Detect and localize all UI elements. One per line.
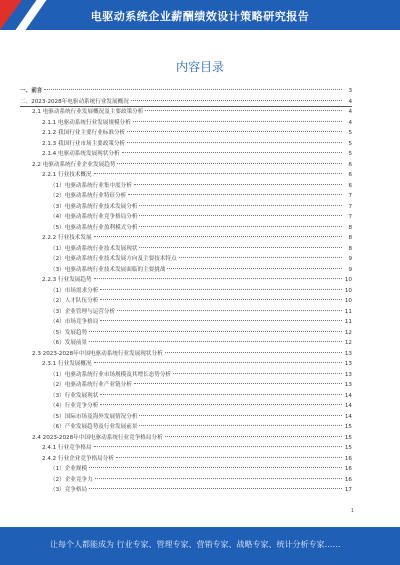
toc-entry-page: 6	[348, 172, 352, 178]
toc-entry-page: 3	[348, 88, 352, 94]
toc-entry-label: 2.1 电驱动系统行业发展概况及主要政策分析	[32, 109, 144, 115]
toc-leader-dots	[89, 467, 342, 468]
toc-entry-label: 2.2.2 行业技术发展	[42, 235, 92, 241]
toc-entry-label: 2.2.1 行业技术概况	[42, 172, 92, 178]
toc-entry-page: 9	[348, 266, 352, 273]
page-footer	[0, 527, 400, 565]
toc-entry[interactable]	[20, 307, 352, 318]
toc-leader-dots	[134, 184, 342, 185]
toc-leader-dots	[100, 289, 342, 290]
toc-entry-page: 7	[348, 214, 352, 220]
toc-entry-label: （5）国际市场及海外发展情况分析	[50, 413, 138, 420]
toc-entry-label: 二、2023-2028年电驱动系统行业发展概况	[20, 98, 129, 105]
toc-entry-page: 15	[344, 445, 352, 451]
toc-entry-page: 6	[348, 161, 352, 168]
toc-entry-label: （3）电驱动系统行业技术发展分析	[50, 203, 138, 210]
toc-leader-dots	[95, 478, 342, 479]
toc-entry-page: 13	[344, 361, 352, 367]
toc-leader-dots	[117, 163, 342, 164]
toc-entry-label: （4）行业竞争分析	[50, 403, 99, 409]
toc-leader-dots	[89, 331, 342, 332]
toc-entry-page: 7	[348, 193, 352, 199]
toc-entry-page: 8	[348, 224, 352, 231]
toc-entry-page: 12	[344, 340, 352, 346]
toc-entry-label: 2.4.2 行业企业竞争格局分析	[42, 455, 114, 462]
toc-entry[interactable]	[20, 338, 352, 349]
toc-entry[interactable]	[20, 422, 352, 433]
toc-leader-dots	[165, 352, 342, 353]
toc-leader-dots	[122, 152, 342, 153]
toc-entry[interactable]	[20, 212, 352, 223]
toc-entry[interactable]	[20, 202, 352, 213]
toc-leader-dots	[127, 131, 342, 132]
toc-leader-dots	[139, 205, 342, 206]
toc-entry-page: 14	[344, 403, 352, 409]
toc-entry[interactable]	[20, 296, 352, 307]
toc-entry-page: 10	[344, 277, 352, 283]
table-of-contents	[20, 86, 352, 496]
toc-entry[interactable]	[20, 454, 352, 465]
toc-entry-page: 5	[348, 151, 352, 157]
toc-entry-label: 2.1.2 我国行业主要行业标准分析	[42, 130, 126, 136]
toc-entry[interactable]	[20, 275, 352, 286]
toc-entry-page: 11	[344, 319, 352, 325]
toc-leader-dots	[139, 425, 342, 426]
toc-entry-page: 5	[348, 140, 352, 147]
toc-entry[interactable]	[20, 149, 352, 160]
toc-leader-dots	[133, 121, 342, 122]
toc-entry[interactable]	[20, 181, 352, 192]
toc-entry[interactable]	[20, 317, 352, 328]
toc-leader-dots	[94, 278, 342, 279]
toc-entry-label: （3）企业管理与运营分析	[50, 308, 116, 315]
toc-leader-dots	[94, 236, 342, 237]
toc-leader-dots	[139, 215, 342, 216]
toc-entry[interactable]	[20, 128, 352, 139]
toc-leader-dots	[89, 488, 342, 489]
toc-entry-label: 一、前言	[20, 88, 43, 94]
toc-leader-dots	[131, 100, 342, 101]
toc-entry[interactable]	[20, 139, 352, 150]
toc-leader-dots	[173, 373, 342, 374]
toc-entry[interactable]	[20, 391, 352, 402]
toc-leader-dots	[139, 247, 342, 248]
toc-entry-label: 2.4 2023-2028年中国电驱动系统行业竞争格局分析	[32, 434, 163, 441]
toc-entry[interactable]	[20, 412, 352, 423]
toc-entry-page: 16	[344, 466, 352, 472]
toc-entry-label: （3）电驱动系统行业技术发展面临的主要挑战	[50, 266, 166, 273]
toc-entry-label: （2）电驱动系统行业产业链分析	[50, 382, 132, 388]
toc-entry[interactable]	[20, 254, 352, 265]
toc-leader-dots	[100, 394, 342, 395]
toc-entry[interactable]	[20, 265, 352, 276]
toc-entry-label: （1）电驱动系统行业市场规模及其增长态势分析	[50, 371, 172, 378]
toc-leader-dots	[145, 110, 342, 111]
toc-entry-label: （3）竞争格局	[50, 487, 88, 493]
toc-entry-page: 11	[344, 308, 352, 315]
toc-entry-page: 15	[344, 424, 352, 430]
toc-entry-label: （4）市场竞争格局	[50, 319, 99, 325]
toc-entry-page: 16	[344, 455, 352, 462]
toc-entry-page: 8	[348, 235, 352, 241]
toc-entry[interactable]	[20, 107, 352, 118]
toc-entry[interactable]	[20, 349, 352, 360]
page-header	[0, 0, 400, 32]
toc-entry[interactable]	[20, 160, 352, 171]
toc-leader-dots	[116, 457, 342, 458]
toc-entry-page: 9	[348, 256, 352, 262]
toc-entry[interactable]	[20, 223, 352, 234]
toc-leader-dots	[117, 310, 342, 311]
toc-entry-page: 14	[344, 413, 352, 420]
toc-leader-dots	[94, 446, 342, 447]
toc-entry-label: （2）企业竞争力	[50, 476, 93, 483]
toc-leader-dots	[100, 404, 342, 405]
toc-entry-label: （4）电驱动系统行业竞争格局分析	[50, 214, 138, 220]
toc-entry-label: 2.3.1 行业发展概况	[42, 361, 92, 367]
toc-leader-dots	[134, 383, 342, 384]
toc-entry-page: 6	[348, 182, 352, 189]
toc-entry[interactable]	[20, 86, 352, 97]
toc-entry-page: 10	[344, 287, 352, 294]
toc-entry-label: 2.4.1 行业竞争格局	[42, 445, 92, 451]
toc-entry[interactable]	[20, 380, 352, 391]
toc-entry-label: （1）市场需求分析	[50, 287, 99, 294]
toc-entry-page: 12	[344, 329, 352, 336]
toc-entry-label: 2.1.4 电驱动系统发展现状分析	[42, 151, 120, 157]
toc-entry-label: （6）产业发展趋势及行业发展前景	[50, 424, 138, 430]
toc-entry-page: 10	[344, 298, 352, 304]
toc-leader-dots	[44, 89, 342, 90]
toc-entry-label: （5）发展趋势	[50, 329, 88, 336]
toc-entry-page: 5	[348, 130, 352, 136]
toc-entry-label: （1）电驱动系统行业集中度分析	[50, 182, 132, 189]
toc-entry-label: （3）行业发展现状	[50, 392, 99, 399]
toc-entry-page: 13	[344, 371, 352, 378]
toc-entry-label: （2）电驱动系统行业特征分析	[50, 193, 127, 199]
toc-entry-page: 17	[344, 487, 352, 493]
toc-entry[interactable]	[20, 233, 352, 244]
toc-entry[interactable]	[20, 464, 352, 475]
toc-leader-dots	[139, 226, 342, 227]
toc-leader-dots	[127, 142, 342, 143]
toc-entry-label: 2.1.1 电驱动系统行业发展规模分析	[42, 119, 131, 126]
toc-entry[interactable]	[20, 328, 352, 339]
toc-entry[interactable]	[20, 485, 352, 496]
toc-entry[interactable]	[20, 359, 352, 370]
toc-entry-label: （1）企业规模	[50, 466, 88, 472]
toc-entry-page: 16	[344, 476, 352, 483]
toc-entry-page: 4	[348, 109, 352, 115]
toc-entry-label: （2）人才队伍分析	[50, 298, 99, 304]
toc-entry[interactable]	[20, 244, 352, 255]
toc-entry-label: （6）发展前景	[50, 340, 88, 346]
toc-entry[interactable]	[20, 401, 352, 412]
toc-entry-page: 4	[348, 119, 352, 126]
toc-entry-page: 14	[344, 392, 352, 399]
toc-entry-label: （5）电驱动系统行业盈利模式分析	[50, 224, 138, 231]
toc-leader-dots	[179, 257, 342, 258]
footer-slogan: 让每个人都能成为 行业专家、管理专家、营销专家、战略专家、统计分析专家……	[50, 540, 341, 549]
toc-entry[interactable]	[20, 370, 352, 381]
toc-entry[interactable]	[20, 118, 352, 129]
toc-entry[interactable]	[20, 286, 352, 297]
toc-entry-label: 2.2.3 行业发展趋势	[42, 277, 92, 283]
toc-entry-page: 7	[348, 203, 352, 210]
toc-leader-dots	[94, 362, 342, 363]
toc-leader-dots	[100, 320, 342, 321]
toc-leader-dots	[100, 299, 342, 300]
toc-entry[interactable]	[20, 433, 352, 444]
toc-entry[interactable]	[20, 191, 352, 202]
toc-entry[interactable]	[20, 475, 352, 486]
toc-entry[interactable]	[20, 170, 352, 181]
toc-leader-dots	[165, 436, 342, 437]
toc-entry-label: （1）电驱动系统行业技术发展现状	[50, 245, 138, 252]
toc-leader-dots	[139, 415, 342, 416]
toc-entry-label: 2.2 电驱动系统行业企业发展趋势	[32, 161, 116, 168]
toc-entry[interactable]	[20, 443, 352, 454]
toc-entry-label: （2）电驱动系统行业技术发展方向及主要技术特点	[50, 256, 177, 262]
toc-leader-dots	[89, 341, 342, 342]
toc-entry-label: 2.3 2023-2028年中国电驱动系统行业发展现状分析	[32, 350, 163, 357]
toc-entry-page: 8	[348, 245, 352, 252]
toc-entry-page: 13	[344, 350, 352, 357]
toc-entry-page: 15	[344, 434, 352, 441]
toc-leader-dots	[167, 268, 342, 269]
page-number: 1	[350, 508, 354, 514]
toc-entry[interactable]	[20, 97, 352, 108]
toc-entry-page: 4	[348, 98, 352, 105]
toc-entry-label: 2.1.3 我国行业市场主要政策分析	[42, 140, 126, 147]
toc-leader-dots	[128, 194, 342, 195]
toc-entry-page: 13	[344, 382, 352, 388]
toc-leader-dots	[94, 173, 342, 174]
toc-heading: 内容目录	[175, 60, 224, 74]
report-title: 电驱动系统企业薪酬绩效设计策略研究报告	[90, 10, 310, 23]
